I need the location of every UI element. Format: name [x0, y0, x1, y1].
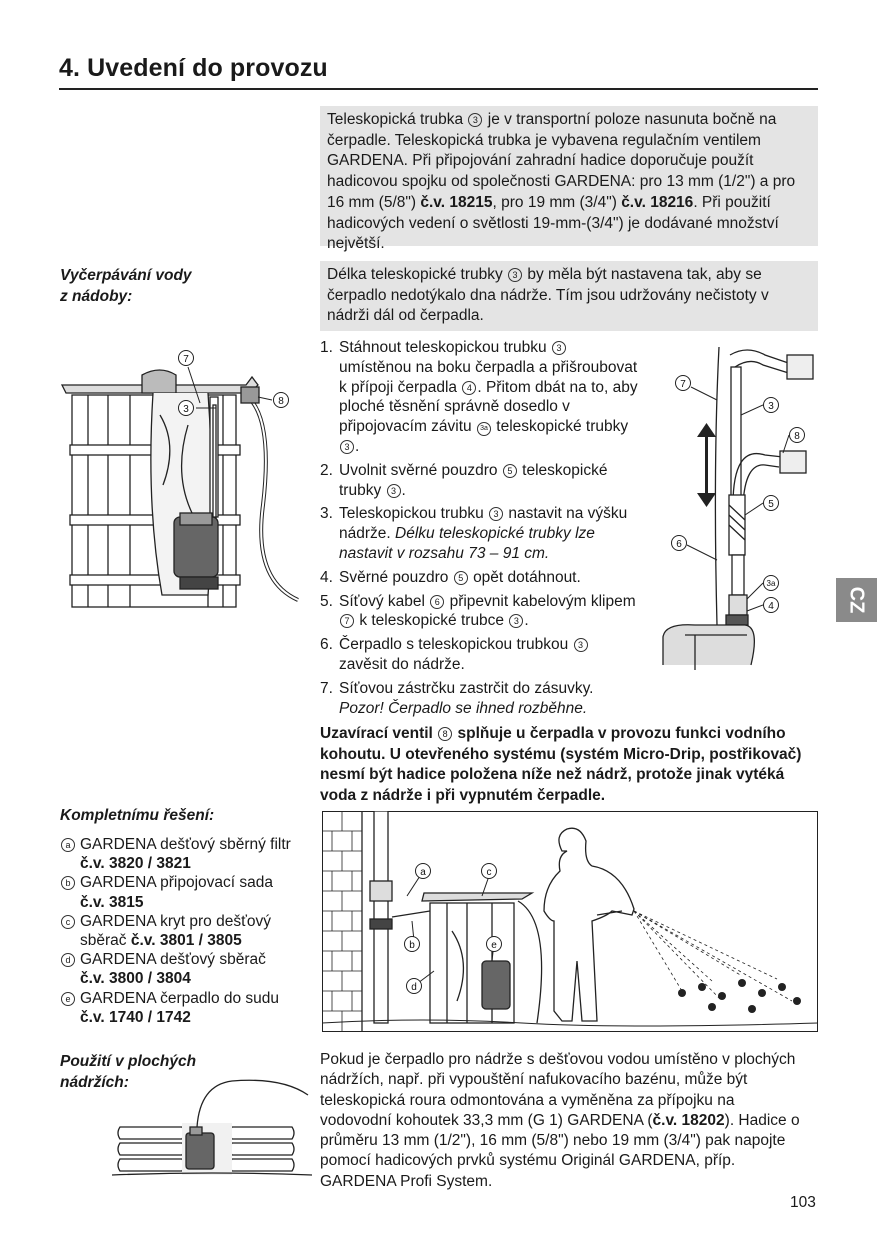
- flat-heading-line1: Použití v plochých: [60, 1053, 197, 1070]
- intro-text-2: je v transportní poloze nasunuta bočně na čerpadle. Teleskopická trubka je vybavena regulačním ventilem GARDENA. Při připojování zahradní hadice doporučuje použít hadicovou spojku od společnosti GARDENA: pro 13 mm (1/2") a pro 16 mm (5/8"): [327, 111, 796, 211]
- code-18215: č.v. 18215: [420, 193, 493, 211]
- step-note: Délku teleskopické trubky lze nastavit v rozsahu 73 – 91 cm.: [339, 525, 595, 562]
- step-1: [320, 338, 640, 457]
- accessory-name: GARDENA dešťový sběrný filtr: [80, 836, 291, 853]
- accessory-code: č.v. 3801 / 3805: [130, 932, 242, 950]
- step-6: [320, 635, 640, 675]
- title-rule: [59, 88, 818, 90]
- letter-b: b: [61, 876, 75, 890]
- step-7: [320, 679, 640, 719]
- step-text: Uvolnit svěrné pouzdro: [339, 461, 498, 479]
- steps-list: [320, 338, 640, 722]
- garden-label-c: c: [486, 867, 492, 878]
- step-text: Stáhnout teleskopickou trubku: [339, 339, 547, 356]
- ref-8: 8: [438, 727, 452, 741]
- flat-text: [320, 1050, 810, 1192]
- accessory-name: GARDENA čerpadlo do sudu: [80, 989, 280, 1007]
- accessory-item: [60, 950, 315, 988]
- flat-tank-figure: [112, 1075, 312, 1183]
- accessories-list: [60, 835, 315, 1027]
- code-18202: č.v. 18202: [652, 1111, 725, 1129]
- ref-3: 3: [574, 638, 588, 652]
- ref-3: 3: [508, 268, 522, 282]
- step-text: nastavit na výšku nádrže.: [339, 505, 628, 543]
- intro-text-3: , pro 19 mm (3/4"): [492, 193, 617, 211]
- intro-text-4: . Při použití hadicových vedení o světlosti 19-mm-(3/4") je dodávané množství největší.: [327, 193, 779, 253]
- note-text-2: by měla být nastavena tak, aby se čerpadlo nedotýkalo dna nádrže. Tím jsou udržovány nečistoty v nádrži dál od čerpadla.: [327, 266, 769, 325]
- barrel-label-3: 3: [183, 404, 189, 415]
- accessory-item: [60, 912, 315, 950]
- intro-box: [320, 106, 818, 253]
- step-text: .: [355, 437, 360, 455]
- step-5: [320, 592, 640, 632]
- accessory-item: [60, 989, 315, 1027]
- pump-label-6: 6: [676, 539, 682, 550]
- pump-label-3: 3: [768, 401, 774, 412]
- step-text: .: [524, 612, 529, 630]
- barrel-label-7: 7: [183, 354, 189, 365]
- step-num: 1.: [320, 339, 333, 356]
- barrel-label-8: 8: [278, 396, 284, 407]
- note-text-1: Délka teleskopické trubky: [327, 266, 503, 283]
- accessory-item: [60, 873, 315, 911]
- step-text: k teleskopické trubce: [359, 612, 505, 630]
- page-title: 4. Uvedení do provozu: [59, 54, 328, 82]
- step-2: [320, 461, 640, 501]
- step-warning: Pozor! Čerpadlo se ihned rozběhne.: [339, 699, 588, 717]
- accessory-code: č.v. 3820 / 3821: [80, 855, 191, 873]
- pump-label-5: 5: [768, 499, 774, 510]
- step-text: připevnit kabelovým klipem: [449, 592, 636, 610]
- step-text: Svěrné pouzdro: [339, 568, 449, 586]
- letter-c: c: [61, 915, 75, 929]
- accessory-code: č.v. 1740 / 1742: [80, 1008, 191, 1026]
- code-18216: č.v. 18216: [621, 193, 694, 211]
- step-num: 2.: [320, 461, 333, 479]
- accessory-name: GARDENA připojovací sada: [80, 874, 273, 892]
- accessory-pre: sběrač: [80, 932, 131, 950]
- step-text: Síťový kabel: [339, 592, 425, 610]
- accessory-item: [60, 835, 315, 873]
- flat-text-1: Pokud je čerpadlo pro nádrže s dešťovou vodou umístěno v plochých nádržích, např. při vypouštění nafukovacího bazénu, může být teleskopická roura odmontována a vyměněna za přípojku na vodovodní kohoutek 33,3 mm (G 1) GARDENA (: [320, 1051, 796, 1129]
- drain-heading-line1: Vyčerpávání vody: [60, 267, 192, 284]
- ref-5: 5: [503, 464, 517, 478]
- ref-3: 3: [387, 484, 401, 498]
- warning-text-2: splňuje u čerpadla v provozu funkci vodního kohoutu. U otevřeného systému (systém Micro-Drip, postřikovač) nesmí být hadice položena níže než nádrž, protože jinak vytéká voda z nádrže i při vypnutém čerpadle.: [320, 725, 802, 805]
- intro-text-1: Teleskopická trubka: [327, 111, 464, 128]
- accessory-code: č.v. 3815: [80, 893, 144, 911]
- accessory-name: GARDENA kryt pro dešťový: [80, 912, 272, 930]
- step-text: Čerpadlo s teleskopickou trubkou: [339, 636, 569, 654]
- letter-a: a: [61, 838, 75, 852]
- step-num: 7.: [320, 679, 333, 697]
- step-4: [320, 568, 640, 588]
- language-tab: [836, 578, 877, 622]
- step-text: . Přitom dbát na to, aby ploché těsnění správně dosedlo v připojovacím závitu: [339, 378, 638, 436]
- ref-3a: 3a: [477, 422, 491, 436]
- barrel-figure: [58, 345, 303, 610]
- step-text: zavěsit do nádrže.: [339, 655, 465, 673]
- step-text: Síťovou zástrčku zastrčit do zásuvky.: [339, 679, 594, 697]
- page-number: 103: [790, 1194, 816, 1211]
- garden-label-a: a: [420, 867, 426, 878]
- step-num: 5.: [320, 592, 333, 610]
- accessory-code: č.v. 3800 / 3804: [80, 970, 191, 988]
- accessory-name: GARDENA dešťový sběrač: [80, 951, 266, 969]
- ref-3: 3: [489, 507, 503, 521]
- drain-heading-line2: z nádoby:: [60, 287, 133, 305]
- flat-text-2: ). Hadice o průměru 13 mm (1/2"), 16 mm (5/8") nebo 19 mm (3/4") pak napojte pomocí hadicových prvků systému Originál GARDENA, příp. GARDENA Profi System.: [320, 1111, 800, 1190]
- step-num: 6.: [320, 636, 333, 654]
- warning-text-1: Uzavírací ventil: [320, 725, 433, 742]
- letter-d: d: [61, 953, 75, 967]
- garden-label-b: b: [409, 940, 415, 951]
- step-text: opět dotáhnout.: [473, 568, 581, 586]
- flat-heading-line2: nádržích:: [60, 1073, 129, 1091]
- pump-label-8: 8: [794, 431, 800, 442]
- step-num: 3.: [320, 505, 333, 523]
- letter-e: e: [61, 992, 75, 1006]
- language-tab-label: CZ: [846, 586, 868, 614]
- accessories-heading: Kompletnímu řešení:: [60, 807, 215, 824]
- ref-4: 4: [462, 381, 476, 395]
- drain-heading: [60, 266, 192, 307]
- ref-6: 6: [430, 595, 444, 609]
- step-text: Teleskopickou trubku: [339, 505, 484, 523]
- step-text: umístěnou na boku čerpadla a přišroubovat k přípoji čerpadla: [339, 358, 638, 396]
- ref-3: 3: [468, 113, 482, 127]
- step-3: [320, 504, 640, 563]
- step-text: teleskopické trubky: [339, 461, 608, 499]
- note-box: [320, 261, 818, 331]
- ref-3: 3: [552, 341, 566, 355]
- step-text: teleskopické trubky: [496, 418, 629, 436]
- ref-7: 7: [340, 614, 354, 628]
- garden-label-d: d: [411, 982, 417, 993]
- step-num: 4.: [320, 568, 333, 586]
- pump-label-3a: 3a: [766, 579, 776, 588]
- warning-text: [320, 724, 818, 807]
- ref-3: 3: [340, 440, 354, 454]
- step-text: .: [401, 481, 406, 499]
- garden-label-e: e: [491, 940, 497, 951]
- pump-label-7: 7: [680, 379, 686, 390]
- garden-figure: [322, 811, 818, 1032]
- pump-label-4: 4: [768, 601, 774, 612]
- pump-figure: [655, 345, 825, 675]
- ref-3: 3: [509, 614, 523, 628]
- ref-5: 5: [454, 571, 468, 585]
